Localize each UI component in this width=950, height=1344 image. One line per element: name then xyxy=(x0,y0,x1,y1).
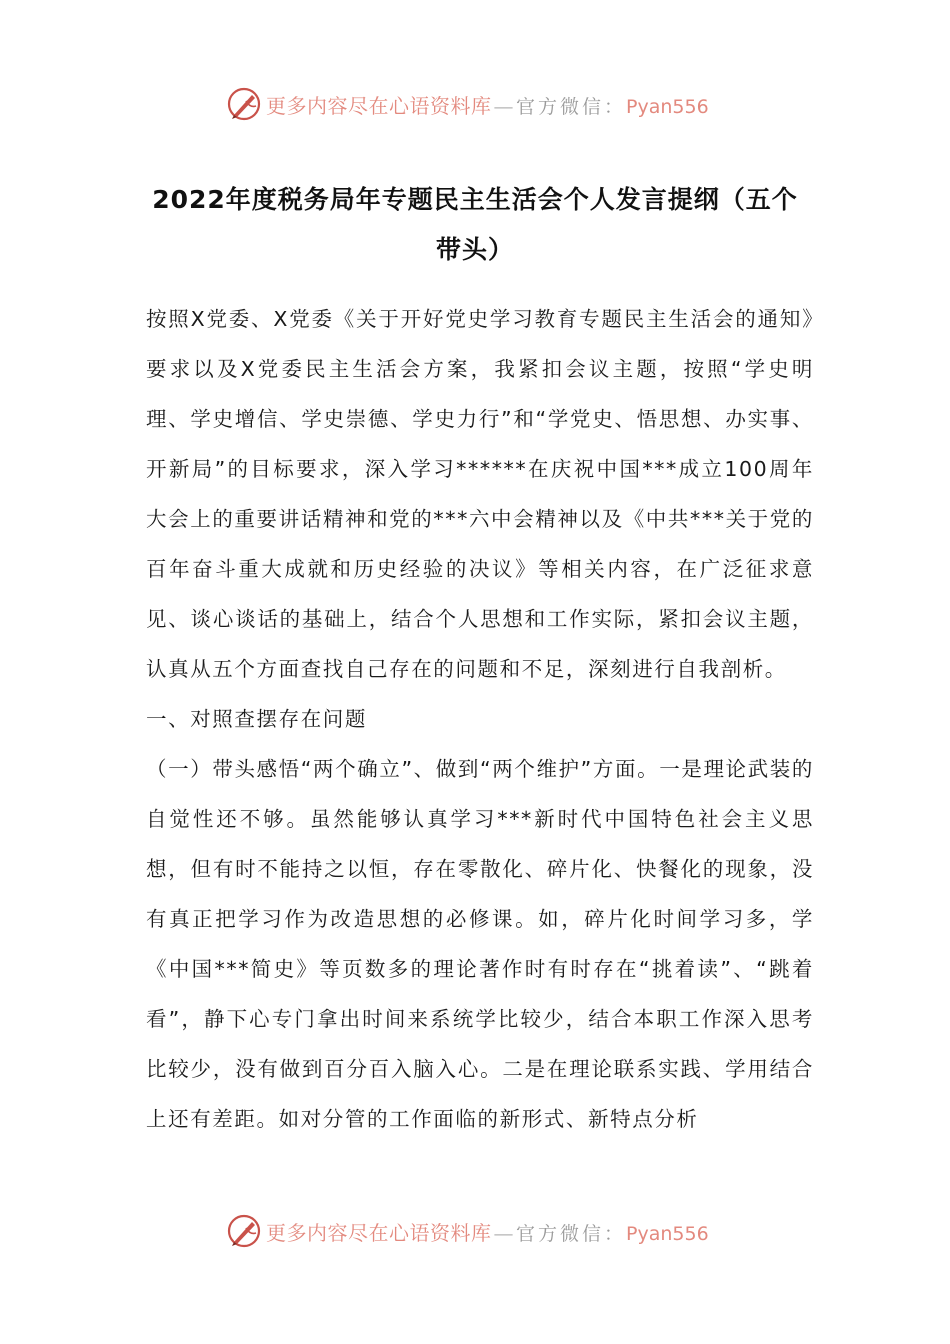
watermark-text: 更多内容尽在心语资料库 — 官方微信：Pyan556 xyxy=(266,93,709,118)
section-heading: 一、对照查摆存在问题 xyxy=(146,707,367,731)
pen-logo-icon xyxy=(226,1213,262,1249)
watermark-header xyxy=(226,84,786,124)
pen-logo-icon xyxy=(226,86,262,122)
watermark-footer xyxy=(226,1211,786,1251)
section-paragraph: （一）带头感悟“两个确立”、做到“两个维护”方面。一是理论武装的自觉性还不够。虽然能够认真学习***新时代中国特色社会主义思想，但有时不能持之以恒，存在零散化、碎片化、快餐化的现象，没有真正把学习作为改造思想的必修课。如，碎片化时间学习多，学《中国***简史》等页数多的理论著作时有时存在“挑着读”、“跳着看”，静下心专门拿出时间来系统学比较少，结合本职工作深入思考比较少，没有做到百分百入脑入心。二是在理论联系实践、学用结合上还有差距。如对分管的工作面临的新形式、新特点分析 xyxy=(146,757,814,1131)
watermark-text: 更多内容尽在心语资料库 — 官方微信：Pyan556 xyxy=(266,1220,709,1245)
document-body xyxy=(146,294,814,1144)
intro-paragraph: 按照X党委、X党委《关于开好党史学习教育专题民主生活会的通知》要求以及X党委民主生活会方案，我紧扣会议主题，按照“学史明理、学史增信、学史崇德、学史力行”和“学党史、悟思想、办实事、开新局”的目标要求，深入学习******在庆祝中国***成立100周年大会上的重要讲话精神和党的***六中会精神以及《中共***关于党的百年奋斗重大成就和历史经验的决议》等相关内容，在广泛征求意见、谈心谈话的基础上，结合个人思想和工作实际，紧扣会议主题，认真从五个方面查找自己存在的问题和不足，深刻进行自我剖析。 xyxy=(146,307,814,681)
document-title: 2022年度税务局年专题民主生活会个人发言提纲（五个带头） xyxy=(152,185,798,264)
